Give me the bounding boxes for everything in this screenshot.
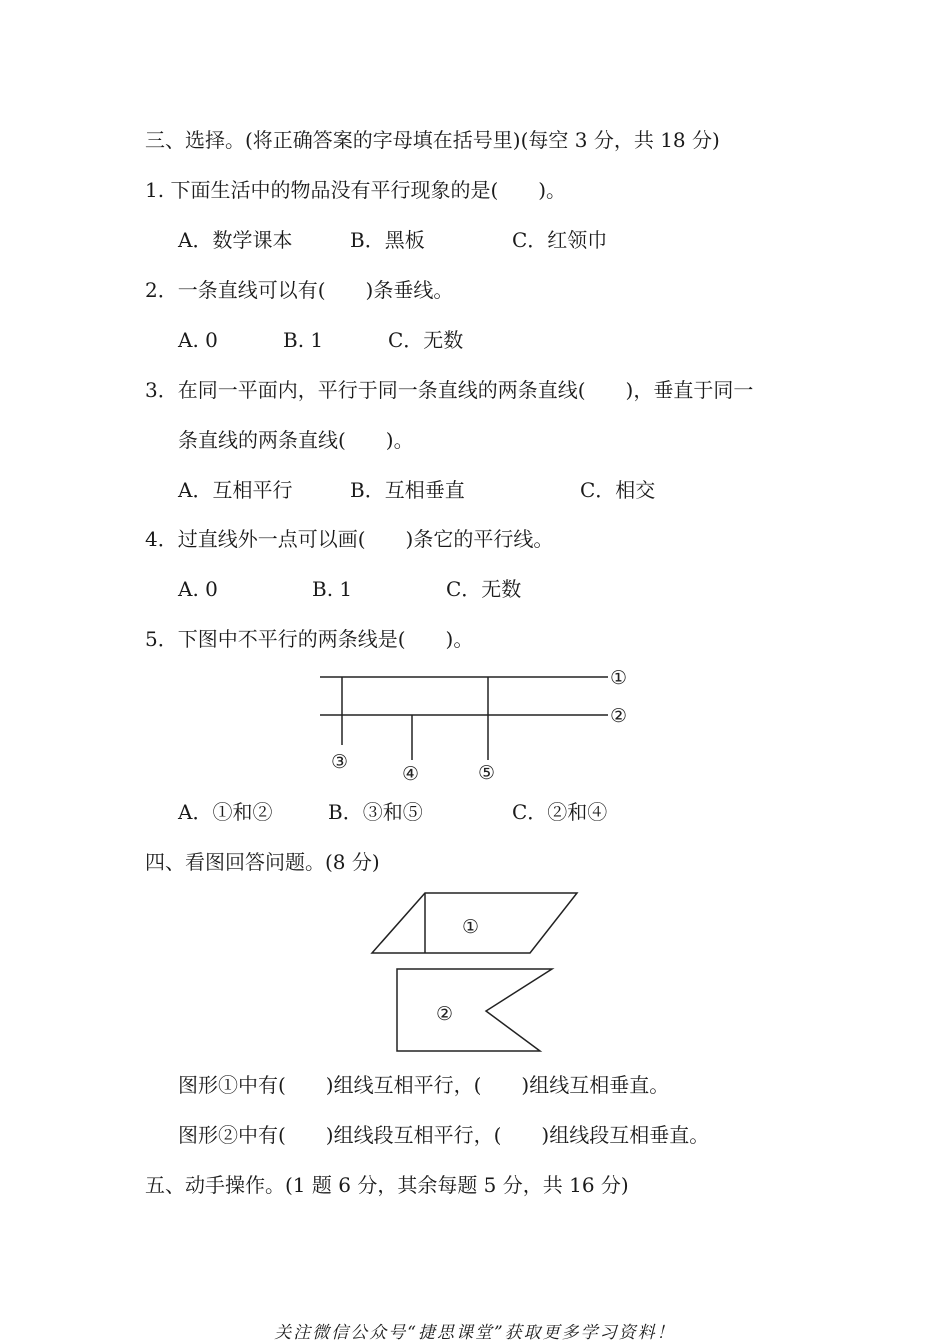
label-1: ① [610, 667, 628, 689]
shape-2-flag [397, 969, 552, 1051]
q4-option-a: A. 0 [178, 577, 218, 601]
q5-stem: 5．下图中不平行的两条线是( )。 [145, 627, 474, 651]
q2-stem: 2．一条直线可以有( )条垂线。 [145, 278, 454, 302]
shape-1-label: ① [462, 916, 480, 938]
q2-option-c: C．无数 [388, 328, 464, 352]
q4-stem: 4．过直线外一点可以画( )条它的平行线。 [145, 527, 554, 551]
section4-line1: 图形①中有( )组线互相平行，( )组线互相垂直。 [178, 1073, 670, 1097]
label-2: ② [610, 705, 628, 727]
q1-stem: 1. 下面生活中的物品没有平行现象的是( )。 [145, 178, 567, 202]
footer-note: 关注微信公众号“捷思课堂”获取更多学习资料！ [274, 1323, 676, 1343]
label-3: ③ [331, 751, 349, 773]
label-5: ⑤ [478, 762, 496, 784]
section3-heading: 三、选择。(将正确答案的字母填在括号里)(每空 3 分，共 18 分) [145, 128, 720, 152]
q3-stem-line1: 3．在同一平面内，平行于同一条直线的两条直线( )，垂直于同一 [145, 378, 754, 402]
section5-heading: 五、动手操作。(1 题 6 分，其余每题 5 分，共 16 分) [145, 1173, 629, 1197]
shape-2-label: ② [436, 1003, 454, 1025]
q4-option-c: C．无数 [446, 577, 522, 601]
q3-option-c: C．相交 [580, 478, 656, 502]
q3-stem-line2: 条直线的两条直线( )。 [178, 428, 414, 452]
q1-option-a: A．数学课本 [178, 228, 293, 252]
q5-option-b: B．③和⑤ [328, 800, 423, 824]
q1-option-b: B．黑板 [350, 228, 425, 252]
q4-option-b: B. 1 [312, 577, 353, 601]
q1-option-c: C．红领巾 [512, 228, 608, 252]
q2-option-b: B. 1 [283, 328, 324, 352]
q3-option-a: A．互相平行 [178, 478, 293, 502]
section4-heading: 四、看图回答问题。(8 分) [145, 850, 380, 874]
q5-option-c: C．②和④ [512, 800, 608, 824]
q5-option-a: A．①和② [178, 800, 273, 824]
section4-line2: 图形②中有( )组线段互相平行，( )组线段互相垂直。 [178, 1123, 710, 1147]
q2-option-a: A. 0 [178, 328, 218, 352]
q3-option-b: B．互相垂直 [350, 478, 465, 502]
label-4: ④ [402, 763, 420, 785]
